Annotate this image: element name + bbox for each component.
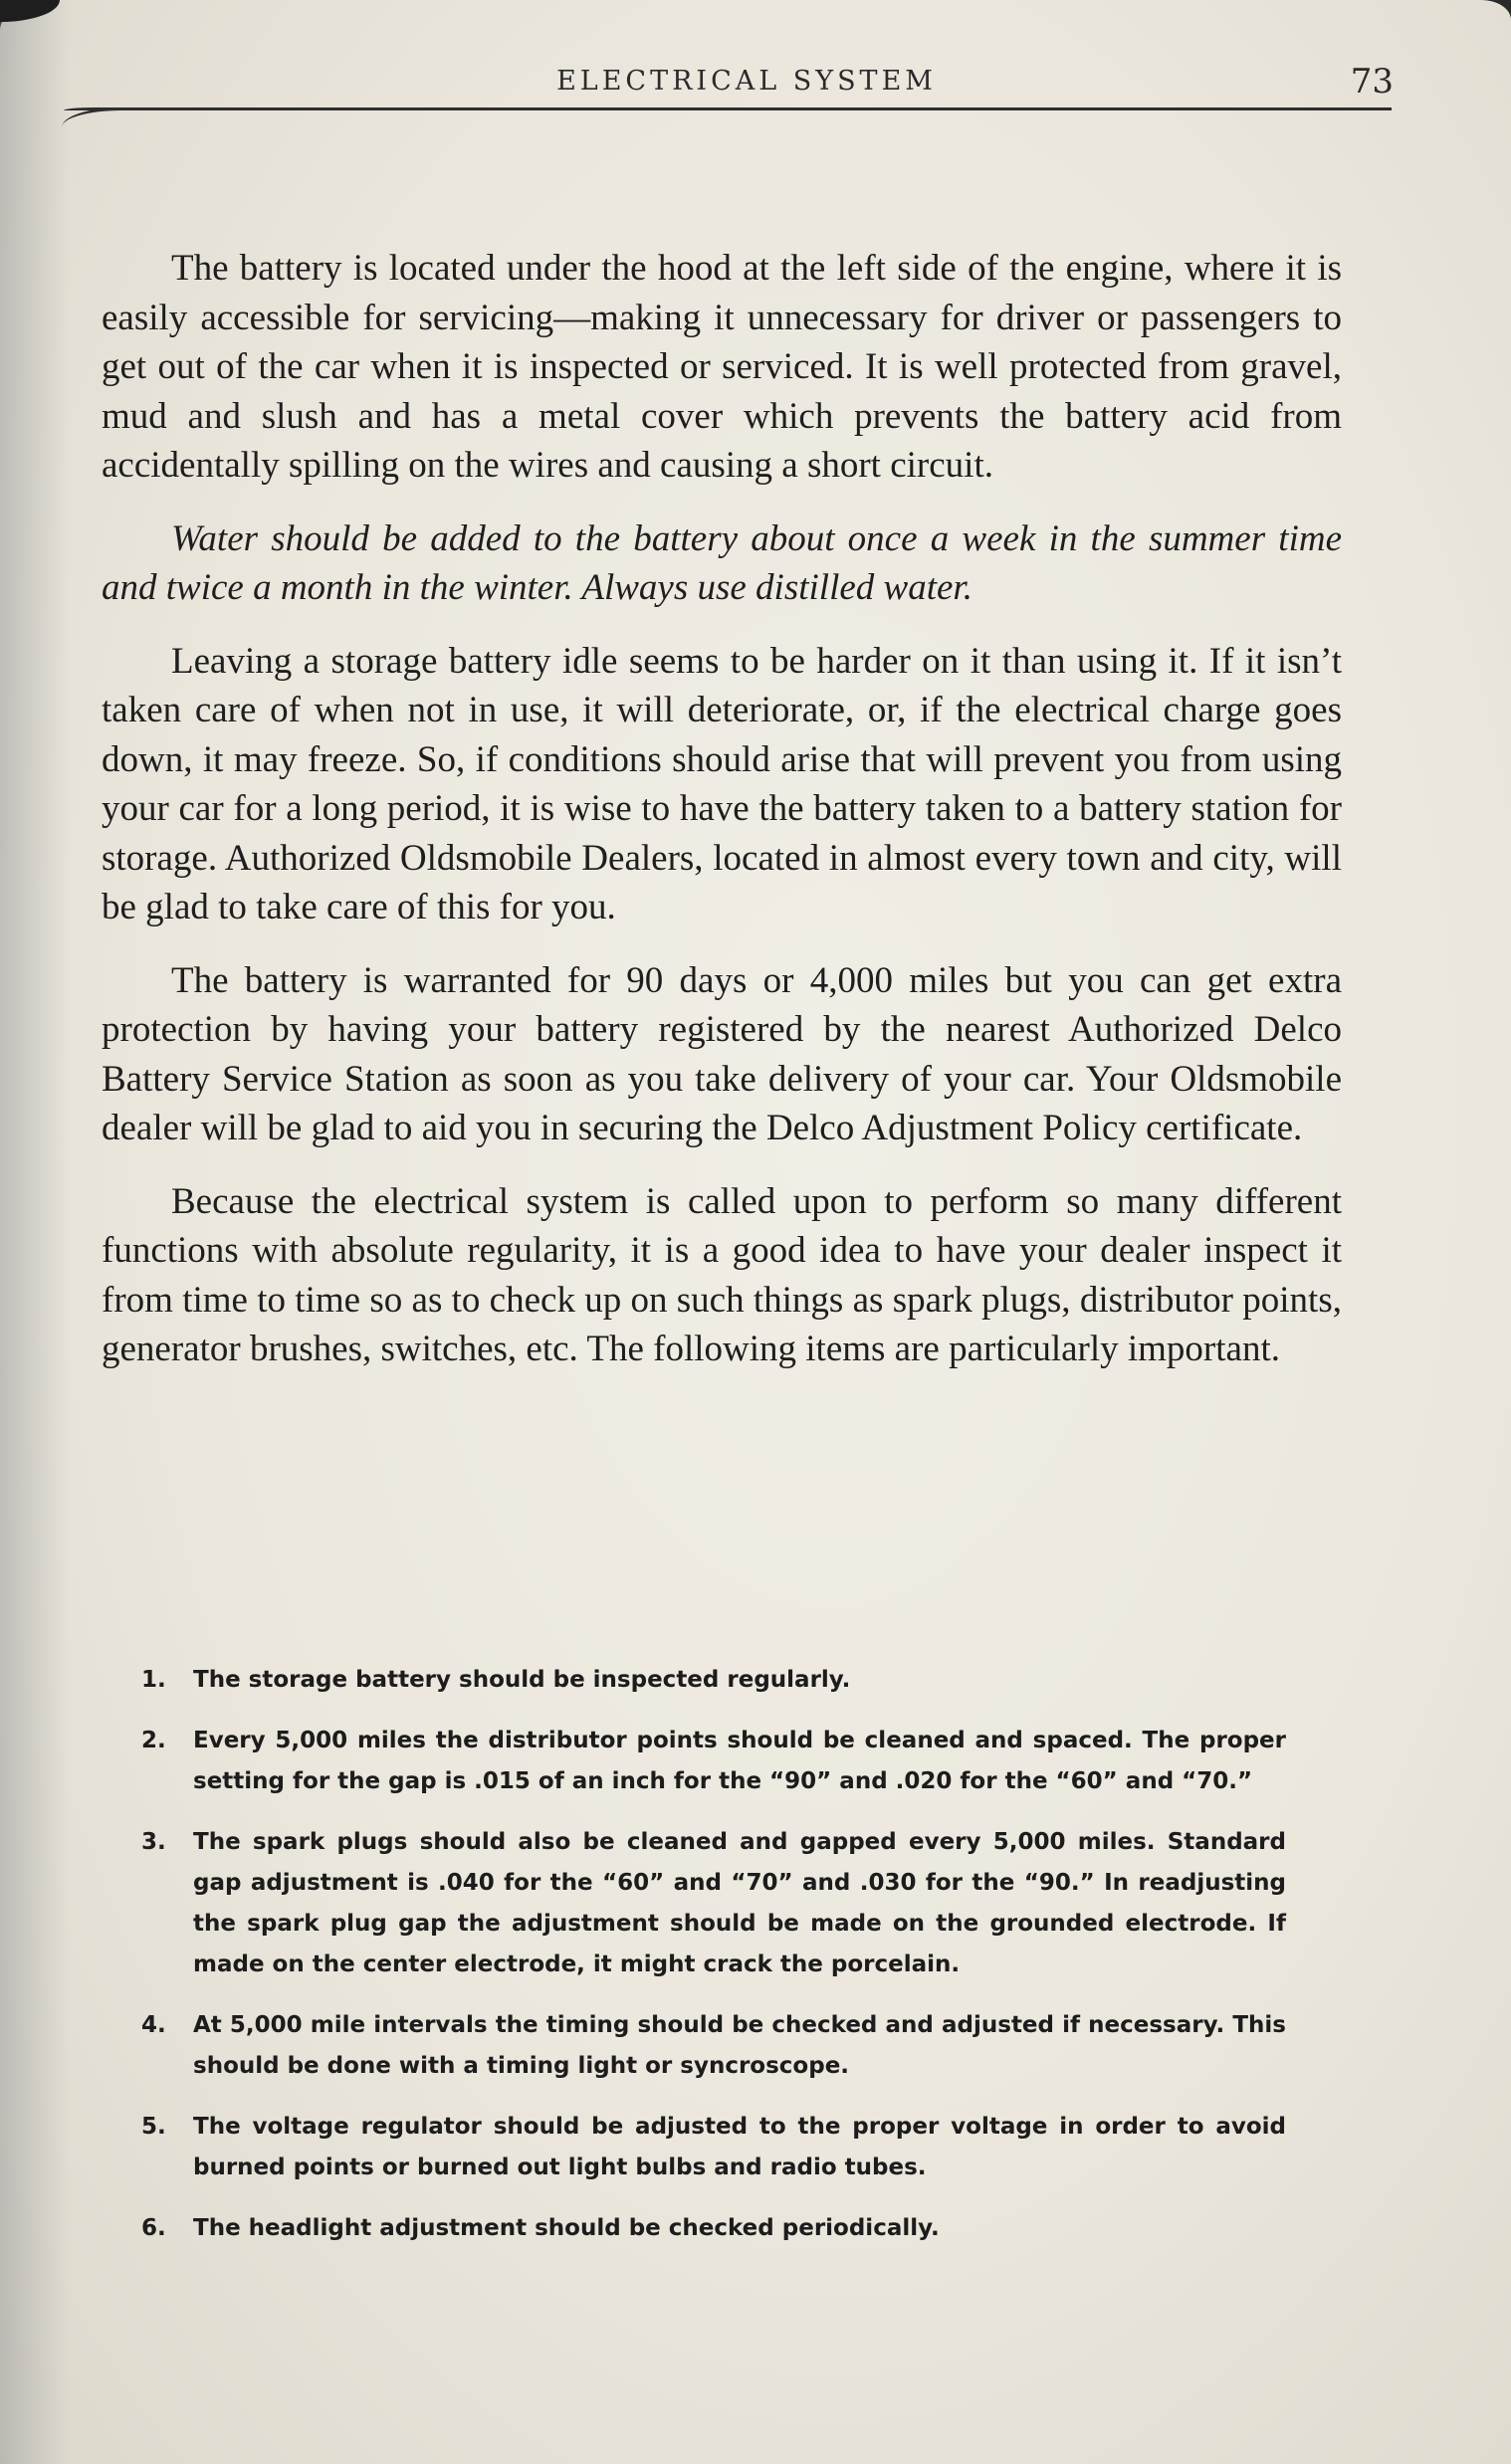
list-item-number: 2.: [141, 1728, 166, 1753]
header-rule: [64, 107, 1392, 110]
list-item-number: 4.: [141, 2012, 166, 2038]
list-item-text: The voltage regulator should be adjusted to the proper voltage in order to avoid burned points or burned out light bulbs and radio tubes.: [193, 2114, 1286, 2180]
list-item: [141, 2208, 1286, 2249]
list-item: [141, 2005, 1286, 2087]
list-item-text: Every 5,000 miles the distributor points should be cleaned and spaced. The proper setting for the gap is .015 of an inch for the “90” and .020 for the “60” and “70.”: [193, 1728, 1286, 1794]
paragraph-warranty: The battery is warranted for 90 days or 4,000 miles but you can get extra protection by having your battery registered by the nearest Authorized Delco Battery Service Station as soon as you take delivery of your car. Your Oldsmobile dealer will be glad to aid you in securing the Delco Adjustment Policy certificate.: [102, 959, 1342, 1148]
list-item-number: 3.: [141, 1829, 166, 1855]
running-title: ELECTRICAL SYSTEM: [556, 66, 937, 97]
list-item: [141, 1660, 1286, 1701]
list-item-text: The headlight adjustment should be checked periodically.: [193, 2215, 940, 2241]
page-header: [60, 62, 1394, 113]
list-item: [141, 1721, 1286, 1802]
list-item-text: The spark plugs should also be cleaned and gapped every 5,000 miles. Standard gap adjustment is .040 for the “60” and “70” and .030 for the “90.” In readjusting the spark plug gap the adjustment should be made on the grounded electrode. If made on the center electrode, it might crack the porcelain.: [193, 1829, 1286, 1977]
page-number: 73: [1350, 62, 1394, 102]
list-item-number: 1.: [141, 1667, 166, 1693]
paragraph-water-note: Water should be added to the battery about once a week in the summer time and twice a month in the winter. Always use distilled water.: [102, 517, 1342, 608]
maintenance-list: [141, 1660, 1286, 2269]
list-item-text: The storage battery should be inspected regularly.: [193, 1667, 851, 1693]
body-text: [102, 244, 1342, 1398]
list-item-text: At 5,000 mile intervals the timing should be checked and adjusted if necessary. This should be done with a timing light or syncroscope.: [193, 2012, 1286, 2079]
list-item-number: 6.: [141, 2215, 166, 2241]
list-item: [141, 2107, 1286, 2188]
list-item-number: 5.: [141, 2114, 166, 2140]
list-item: [141, 1822, 1286, 1985]
paragraph-storage: Leaving a storage battery idle seems to be harder on it than using it. If it isn’t taken care of when not in use, it will deteriorate, or, if the electrical charge goes down, it may freeze. So, if conditions should arise that will prevent you from using your car for a long period, it is wise to have the battery taken to a battery station for storage. Authorized Oldsmobile Dealers, located in almost every town and city, will be glad to take care of this for you.: [102, 640, 1342, 927]
paragraph-battery-location: The battery is located under the hood at the left side of the engine, where it is easily accessible for servicing—making it unnecessary for driver or passengers to get out of the car when it is inspected or serviced. It is well protected from gravel, mud and slush and has a metal cover which prevents the battery acid from accidentally spilling on the wires and causing a short circuit.: [102, 248, 1342, 486]
paragraph-inspection: Because the electrical system is called upon to perform so many different functions with absolute regularity, it is a good idea to have your dealer inspect it from time to time so as to check up on such things as spark plugs, distributor points, generator brushes, switches, etc. The following items are particularly important.: [102, 1180, 1342, 1369]
